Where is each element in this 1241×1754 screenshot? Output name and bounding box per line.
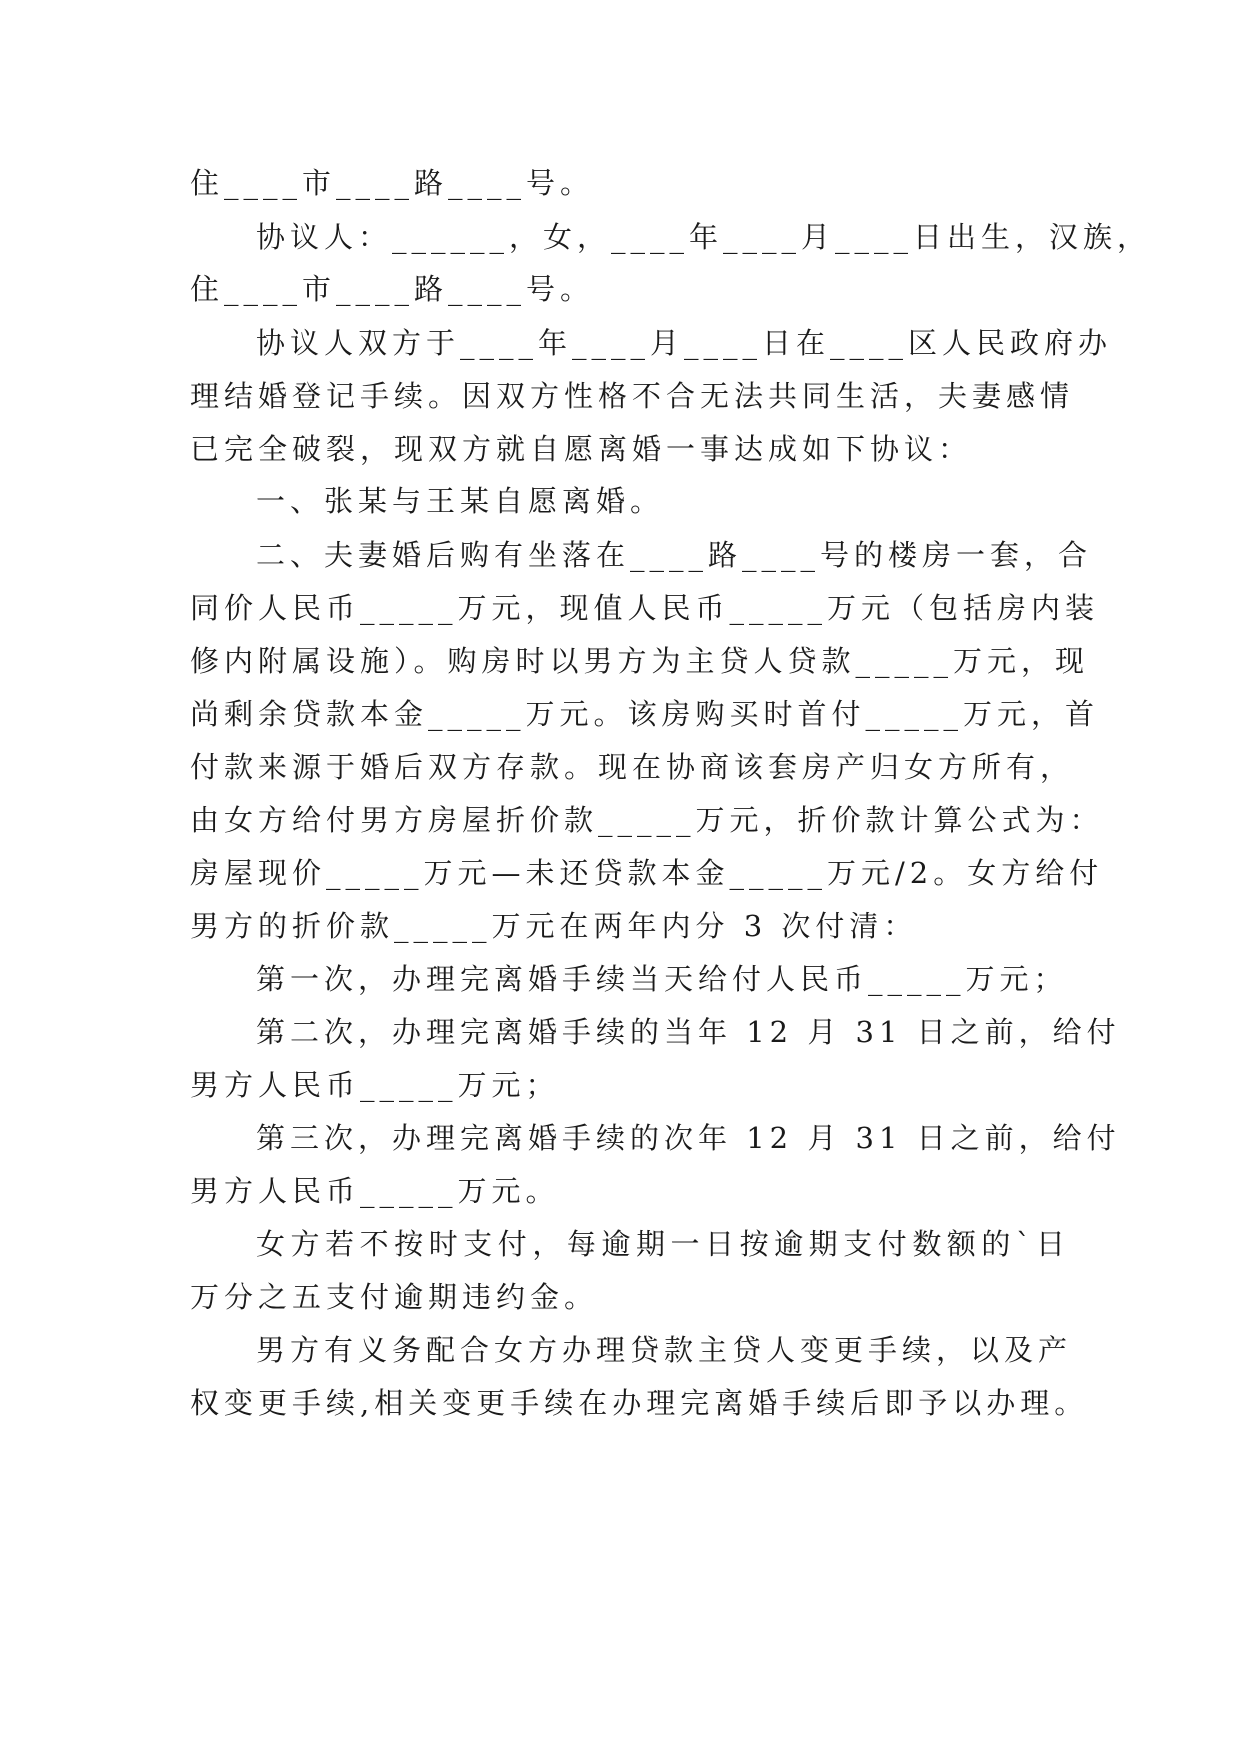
text-line: 付款来源于婚后双方存款。现在协商该套房产归女方所有， [190, 750, 1075, 784]
text-line: 同价人民币_____万元，现值人民币_____万元（包括房内装 [190, 591, 1100, 625]
text-line: 一、张某与王某自愿离婚。 [256, 484, 665, 518]
text-line: 万分之五支付逾期违约金。 [190, 1280, 599, 1314]
text-line: 男方人民币_____万元。 [190, 1174, 560, 1208]
text-line: 已完全破裂，现双方就自愿离婚一事达成如下协议： [190, 432, 973, 466]
text-line: 女方若不按时支付，每逾期一日按逾期支付数额的`日 [256, 1227, 1070, 1261]
text-line: 尚剩余贷款本金_____万元。该房购买时首付_____万元，首 [190, 697, 1100, 731]
text-line: 权变更手续,相关变更手续在办理完离婚手续后即予以办理。 [190, 1386, 1089, 1420]
text-line: 第三次，办理完离婚手续的次年 12 月 31 日之前，给付 [256, 1121, 1121, 1155]
text-line: 第二次，办理完离婚手续的当年 12 月 31 日之前，给付 [256, 1015, 1121, 1049]
text-line: 男方的折价款_____万元在两年内分 3 次付清： [190, 909, 918, 943]
text-line: 男方有义务配合女方办理贷款主贷人变更手续，以及产 [256, 1333, 1073, 1367]
text-line: 男方人民币_____万元； [190, 1068, 560, 1102]
text-line: 二、夫妻婚后购有坐落在____路____号的楼房一套，合 [256, 538, 1093, 572]
text-line: 住____市____路____号。 [190, 166, 595, 200]
text-line: 协议人双方于____年____月____日在____区人民政府办 [256, 326, 1113, 360]
text-line: 住____市____路____号。 [190, 272, 595, 306]
text-line: 理结婚登记手续。因双方性格不合无法共同生活，夫妻感情 [190, 379, 1075, 413]
text-line: 第一次，办理完离婚手续当天给付人民币_____万元； [256, 962, 1068, 996]
text-line: 协议人：______，女，____年____月____日出生，汉族， [256, 220, 1152, 254]
text-line: 房屋现价_____万元—未还贷款本金_____万元/2。女方给付 [190, 856, 1104, 890]
text-line: 由女方给付男方房屋折价款_____万元，折价款计算公式为： [190, 803, 1104, 837]
text-line: 修内附属设施）。购房时以男方为主贷人贷款_____万元，现 [190, 644, 1090, 678]
